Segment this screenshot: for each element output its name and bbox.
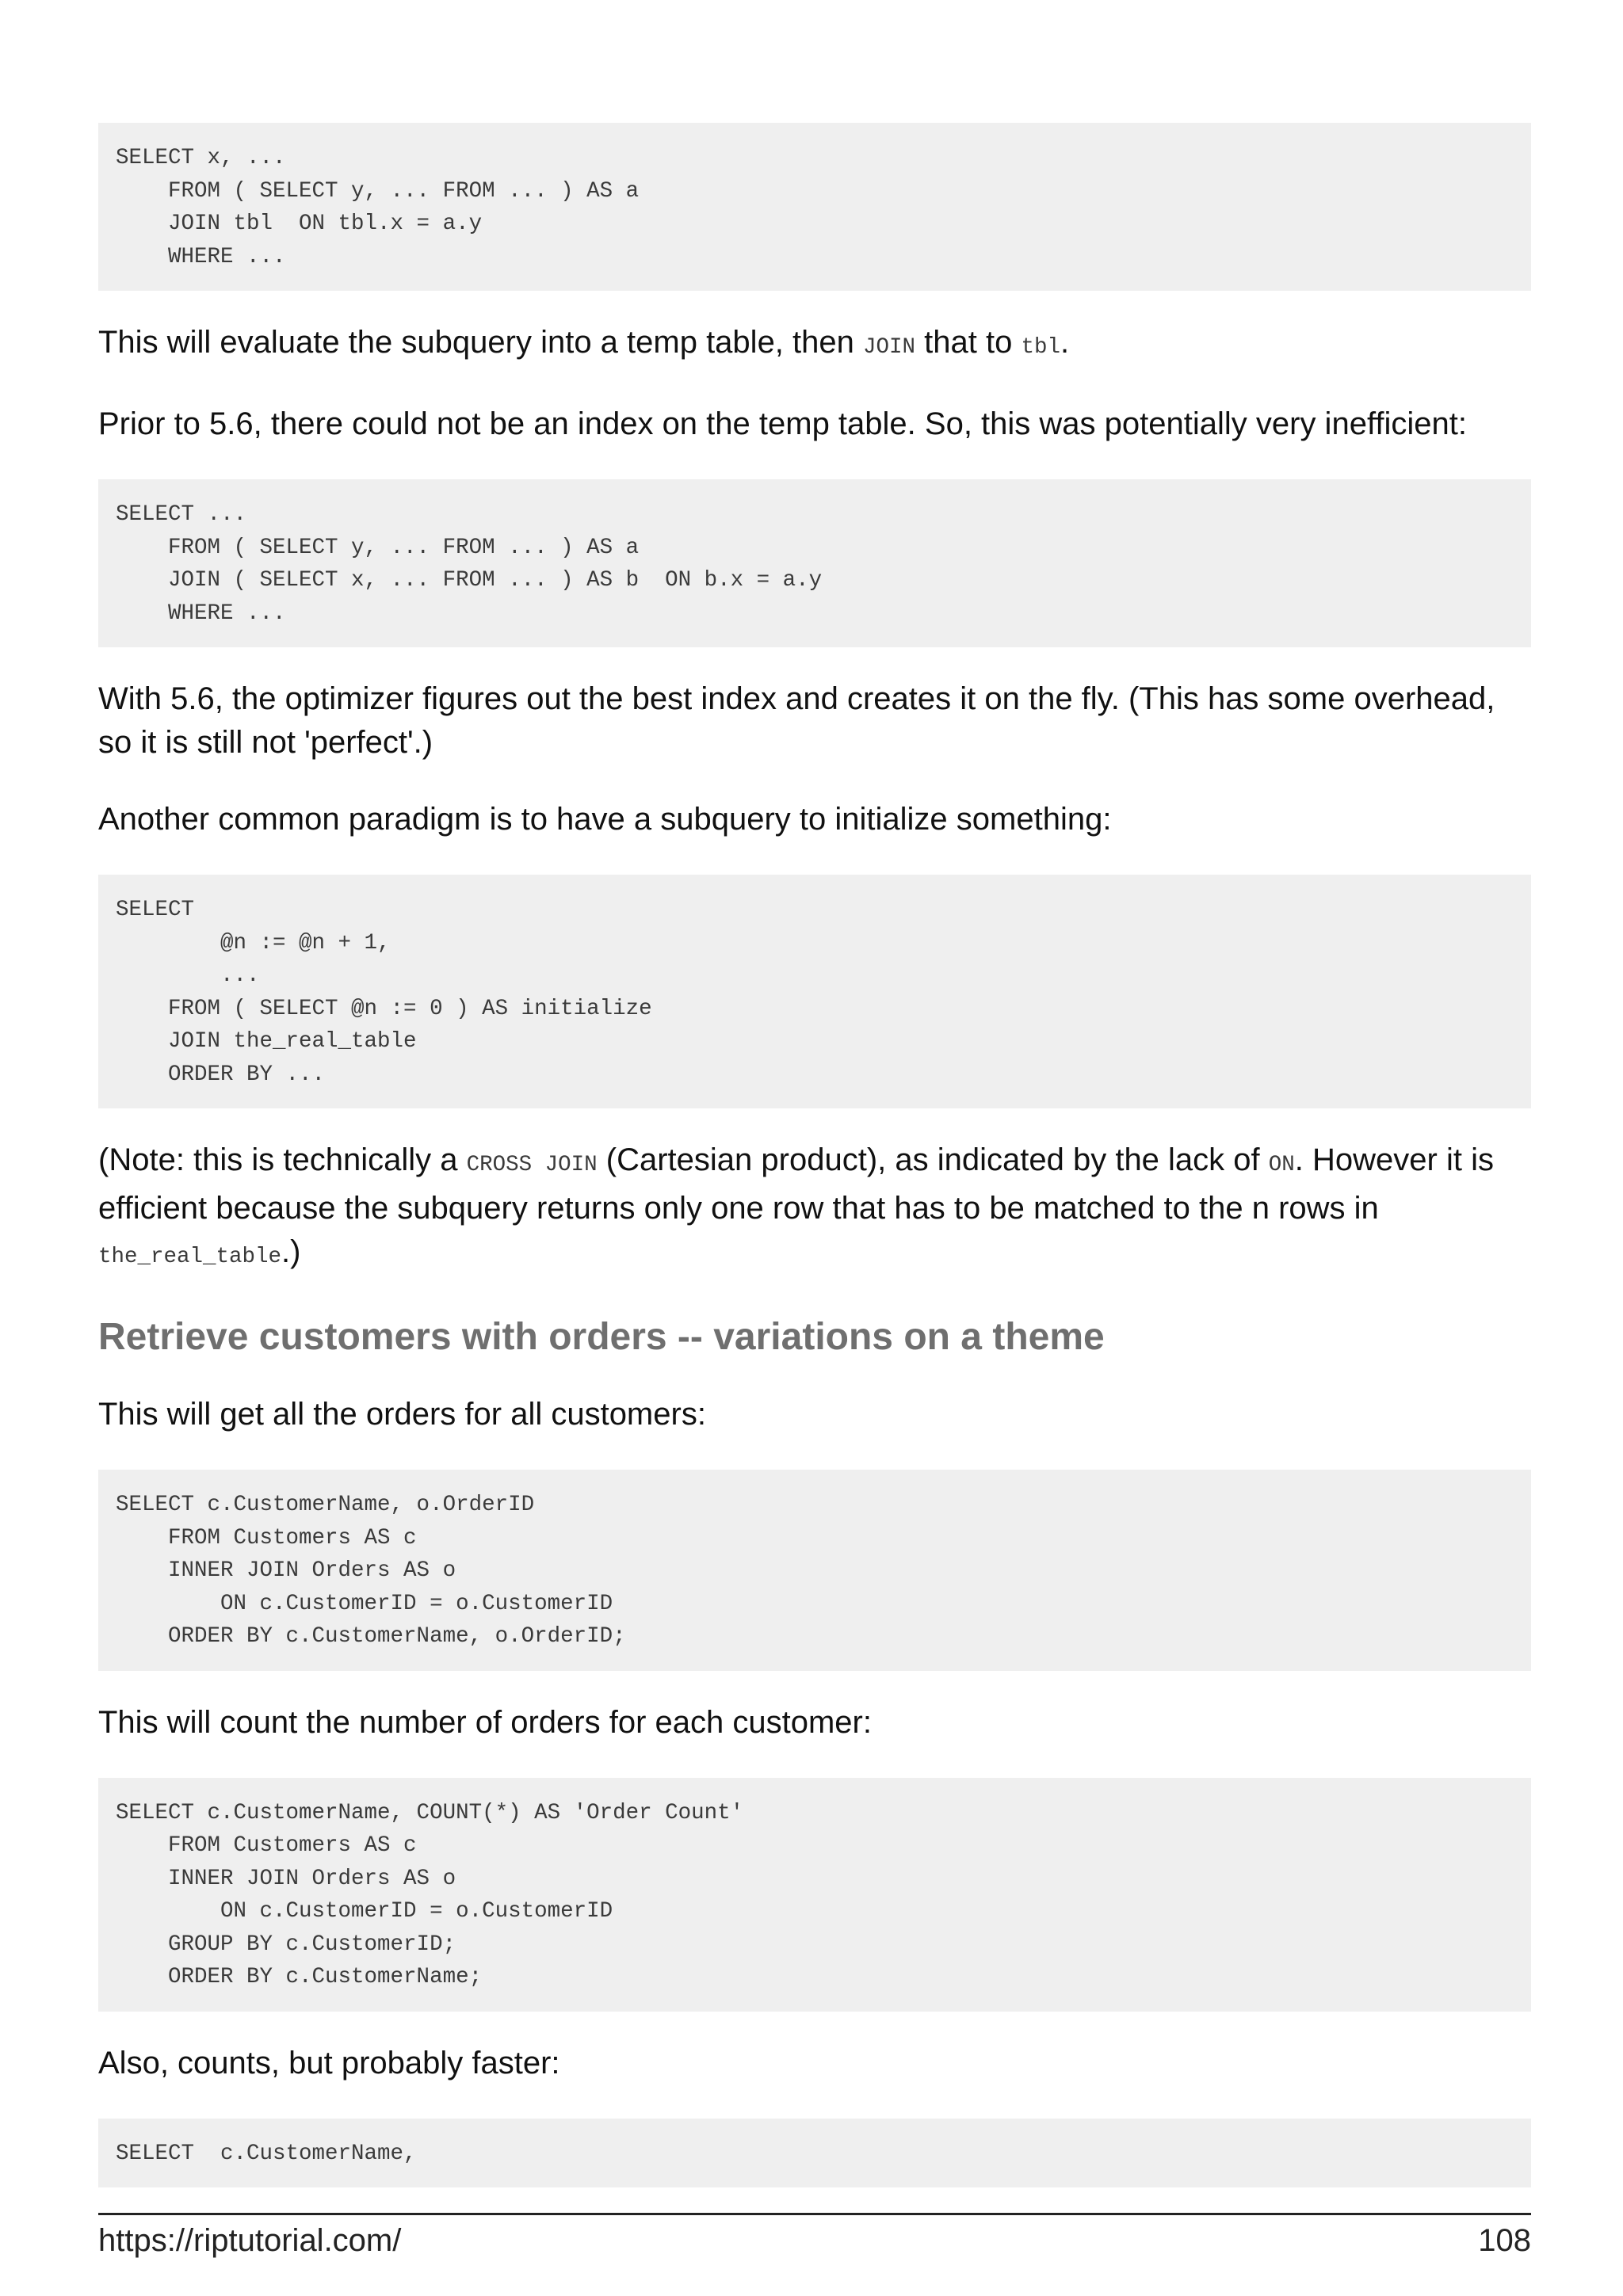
text: .) — [281, 1234, 301, 1269]
paragraph — [98, 321, 1531, 369]
code-block: SELECT x, ... FROM ( SELECT y, ... FROM ... ) AS a JOIN tbl ON tbl.x = a.y WHERE ... — [98, 123, 1531, 291]
footer-divider — [98, 2213, 1531, 2215]
paragraph — [98, 1138, 1531, 1279]
code-block: SELECT c.CustomerName, o.OrderID FROM Customers AS c INNER JOIN Orders AS o ON c.CustomerID = o.CustomerID ORDER BY c.CustomerName, o.OrderID; — [98, 1470, 1531, 1671]
code-block: SELECT ... FROM ( SELECT y, ... FROM ... ) AS a JOIN ( SELECT x, ... FROM ... ) AS b ON b.x = a.y WHERE ... — [98, 479, 1531, 647]
paragraph: This will count the number of orders for each customer: — [98, 1704, 872, 1740]
inline-code: the_real_table — [98, 1245, 282, 1269]
text: . However it is efficient because the subquery returns only one row that has to be matched to the n rows in — [98, 1142, 1494, 1226]
section-heading: Retrieve customers with orders -- variations on a theme — [98, 1316, 1105, 1358]
paragraph: This will get all the orders for all customers: — [98, 1397, 706, 1432]
text: (Note: this is technically a — [98, 1142, 467, 1177]
text: that to — [915, 325, 1022, 360]
footer-url: https://riptutorial.com/ — [98, 2223, 402, 2258]
paragraph: With 5.6, the optimizer figures out the best index and creates it on the fly. (This has some overhead, so it is still not 'perfect'.) — [98, 681, 1495, 760]
code-block: SELECT @n := @n + 1, ... FROM ( SELECT @n := 0 ) AS initialize JOIN the_real_table ORDER BY ... — [98, 875, 1531, 1108]
inline-code: CROSS JOIN — [466, 1153, 598, 1177]
code-block: SELECT c.CustomerName, — [98, 2119, 1531, 2188]
paragraph: Another common paradigm is to have a subquery to initialize something: — [98, 802, 1112, 837]
inline-code: JOIN — [863, 335, 916, 360]
text: . — [1060, 325, 1070, 360]
text: (Cartesian product), as indicated by the lack of — [597, 1142, 1269, 1177]
paragraph: Also, counts, but probably faster: — [98, 2045, 560, 2081]
page-content — [98, 123, 1531, 2187]
text: This will evaluate the subquery into a temp table, then — [98, 325, 863, 360]
inline-code: ON — [1268, 1153, 1295, 1177]
paragraph: Prior to 5.6, there could not be an index on the temp table. So, this was potentially very inefficient: — [98, 406, 1467, 441]
page-number: 108 — [1478, 2223, 1531, 2258]
inline-code: tbl — [1021, 335, 1060, 360]
code-block: SELECT c.CustomerName, COUNT(*) AS 'Order Count' FROM Customers AS c INNER JOIN Orders AS o ON c.CustomerID = o.CustomerID GROUP BY c.CustomerID; ORDER BY c.CustomerName; — [98, 1778, 1531, 2012]
